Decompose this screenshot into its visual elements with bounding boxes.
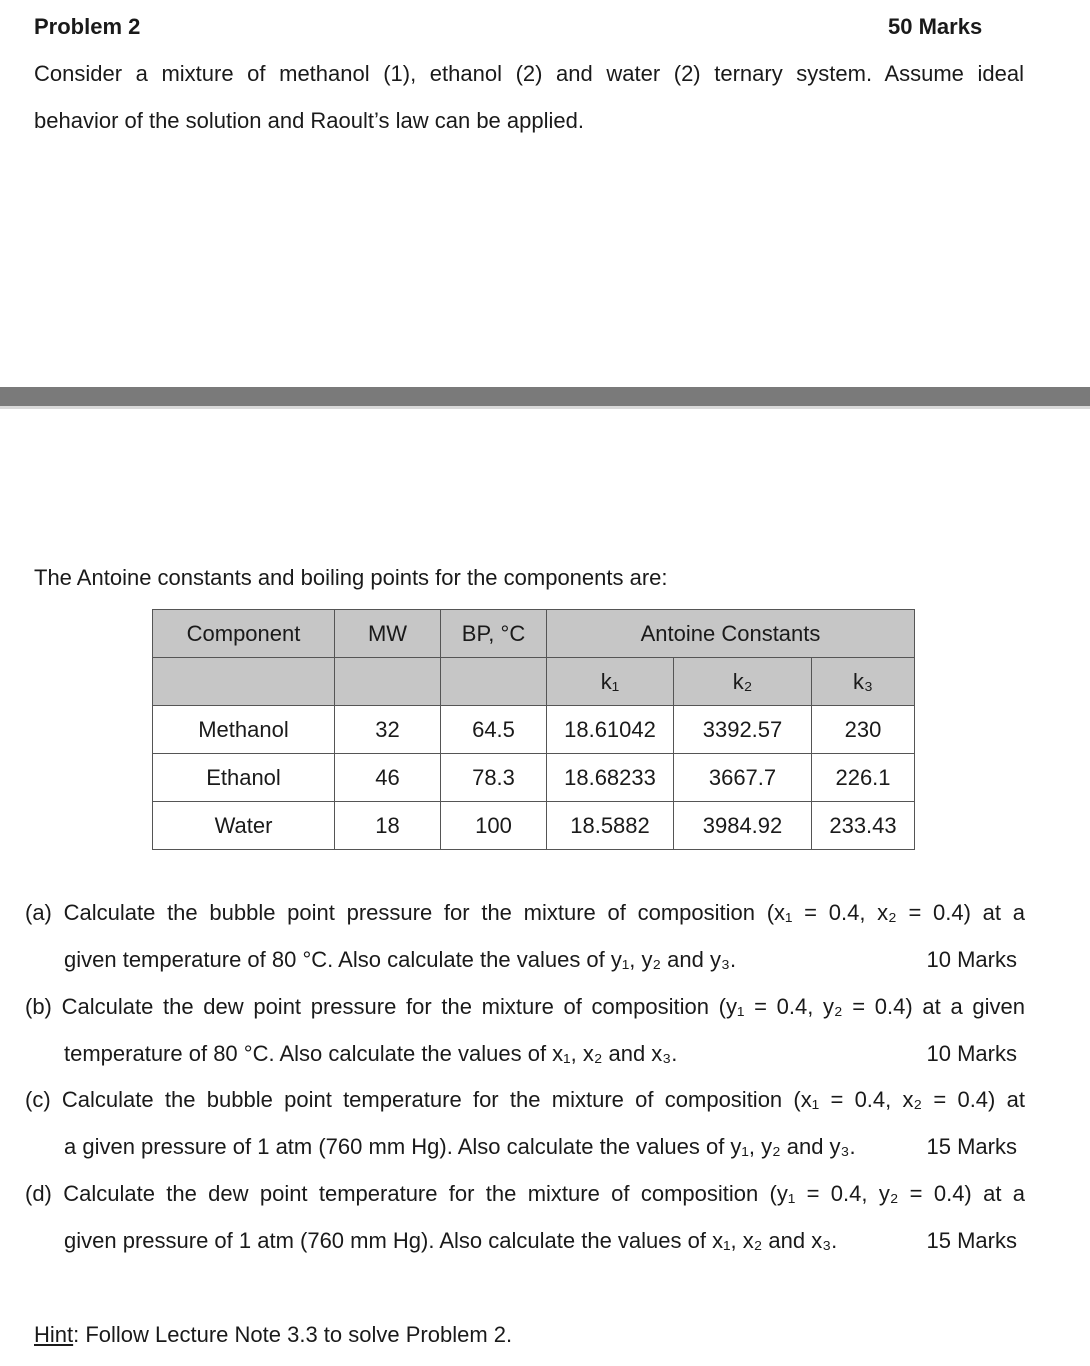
question-text: given pressure of 1 atm (760 mm Hg). Also calculate the values of x₁, x₂ and x₃. (64, 1228, 838, 1253)
question-marks: 10 Marks (926, 1041, 1017, 1066)
cell-k1: 18.68233 (547, 754, 674, 802)
question-marks: 15 Marks (926, 1134, 1017, 1159)
cell-k1: 18.5882 (547, 802, 674, 850)
question-text: given temperature of 80 °C. Also calculate the values of y₁, y₂ and y₃. (64, 947, 737, 972)
table-subheader-row (153, 658, 915, 706)
cell-k1: 18.61042 (547, 706, 674, 754)
question-text: (b) Calculate the dew point pressure for the mixture of composition (y₁ = 0.4, y₂ = 0.4) at a given (25, 994, 1025, 1019)
cell-k2: 3667.7 (674, 754, 812, 802)
question-marks: 10 Marks (926, 947, 1017, 972)
table-row (153, 802, 915, 850)
question-text: temperature of 80 °C. Also calculate the values of x₁, x₂ and x₃. (64, 1041, 678, 1066)
cell-bp: 100 (441, 802, 547, 850)
cell-k3: 226.1 (812, 754, 915, 802)
subheader-empty (441, 658, 547, 706)
subheader-empty (335, 658, 441, 706)
cell-mw: 46 (335, 754, 441, 802)
cell-component: Water (153, 802, 335, 850)
problem-title: Problem 2 (34, 14, 141, 39)
total-marks: 50 Marks (888, 14, 983, 39)
cell-mw: 32 (335, 706, 441, 754)
subheader-k2: k₂ (674, 658, 812, 706)
header-antoine-constants: Antoine Constants (547, 610, 915, 658)
header-component: Component (153, 610, 335, 658)
cell-bp: 78.3 (441, 754, 547, 802)
cell-k3: 233.43 (812, 802, 915, 850)
question-text: (c) Calculate the bubble point temperature for the mixture of composition (x₁ = 0.4, x₂ = 0.4) at (25, 1087, 1025, 1112)
section-divider (0, 387, 1090, 409)
table-intro: The Antoine constants and boiling points for the components are: (34, 565, 668, 590)
subheader-empty (153, 658, 335, 706)
table-header-row (153, 610, 915, 658)
cell-k2: 3392.57 (674, 706, 812, 754)
question-text: a given pressure of 1 atm (760 mm Hg). Also calculate the values of y₁, y₂ and y₃. (64, 1134, 856, 1159)
table-row (153, 754, 915, 802)
intro-line-1: Consider a mixture of methanol (1), ethanol (2) and water (2) ternary system. Assume ideal (34, 61, 1024, 86)
question-marks: 15 Marks (926, 1228, 1017, 1253)
cell-k2: 3984.92 (674, 802, 812, 850)
question-text: (d) Calculate the dew point temperature for the mixture of composition (y₁ = 0.4, y₂ = 0.4) at a (25, 1181, 1025, 1206)
question-text: (a) Calculate the bubble point pressure for the mixture of composition (x₁ = 0.4, x₂ = 0.4) at a (25, 900, 1025, 925)
hint (34, 1322, 512, 1348)
intro-line-2: behavior of the solution and Raoult’s law can be applied. (34, 108, 584, 133)
hint-text: : Follow Lecture Note 3.3 to solve Problem 2. (73, 1322, 513, 1347)
hint-label: Hint (34, 1322, 74, 1347)
cell-mw: 18 (335, 802, 441, 850)
subheader-k1: k₁ (547, 658, 674, 706)
table-row (153, 706, 915, 754)
header-mw: MW (335, 610, 441, 658)
subheader-k3: k₃ (812, 658, 915, 706)
cell-component: Ethanol (153, 754, 335, 802)
cell-component: Methanol (153, 706, 335, 754)
header-bp: BP, °C (441, 610, 547, 658)
antoine-table (152, 609, 915, 850)
cell-bp: 64.5 (441, 706, 547, 754)
cell-k3: 230 (812, 706, 915, 754)
